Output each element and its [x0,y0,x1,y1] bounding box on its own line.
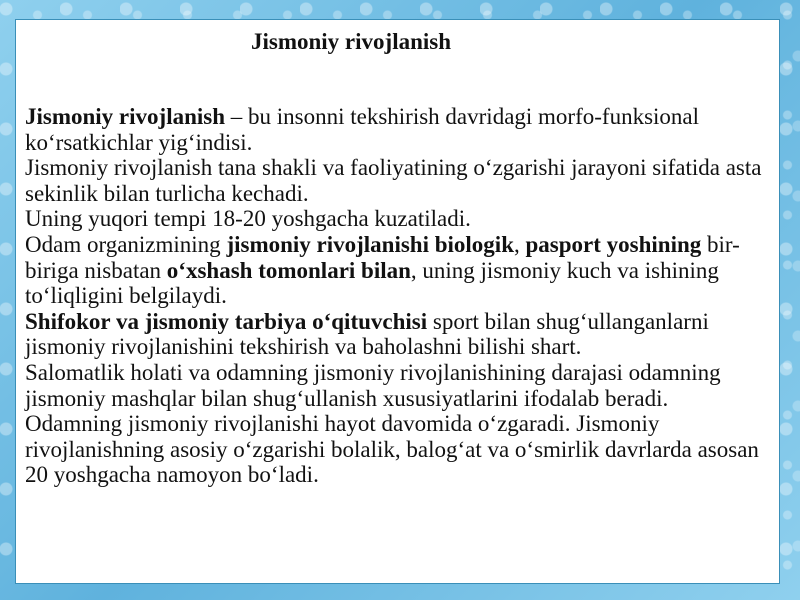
bold-segment: pasport yoshining [525,231,702,257]
paragraph-biological-age [25,232,773,309]
paragraph-health: Salomatlik holati va odamning jismoniy rivojlanishining darajasi odamning jismoniy mashqlar bilan shug‘ullanish xususiyatlarini ifodalab beradi. [25,359,721,411]
paragraph-process: Jismoniy rivojlanish tana shakli va faoliyatining o‘zgarishi jarayoni sifatida asta sekinlik bilan turlicha kechadi. [25,155,762,206]
text-segment: , uning jismoniy kuch va ishining to‘liqligini belgilaydi. [25,257,719,309]
slide-panel [15,19,780,584]
paragraph-definition [25,104,773,155]
slide-body [25,104,773,488]
bold-segment: o‘xshash tomonlari bilan [166,257,411,283]
paragraph-lifespan: Odamning jismoniy rivojlanishi hayot davomida o‘zgaradi. Jismoniy rivojlanishning asosiy o‘zgarishi bolalik, balog‘at va o‘smirlik davrlarda asosan 20 yoshgacha namoyon bo‘ladi. [25,411,759,488]
term-bold: Jismoniy rivojlanish [25,104,226,129]
bold-segment: Shifokor va jismoniy tarbiya o‘qituvchisi [25,308,428,334]
bold-segment: jismoniy rivojlanishi biologik [226,231,514,257]
paragraph-doctor-teacher [25,309,773,360]
text-segment: , [514,231,526,257]
paragraph-tempo: Uning yuqori tempi 18-20 yoshgacha kuzatiladi. [25,206,471,232]
slide-title: Jismoniy rivojlanish [251,29,452,54]
text-segment: Odam organizmining [25,231,227,257]
text-segment: sport bilan shug‘ullanganlarni jismoniy rivojlanishini tekshirish va baholashni bilishi shart. [25,308,709,360]
definition-text: – bu insonni tekshirish davridagi morfo-funksional ko‘rsatkichlar yig‘indisi. [25,104,700,155]
text-segment: bir-biriga nisbatan [25,231,740,283]
